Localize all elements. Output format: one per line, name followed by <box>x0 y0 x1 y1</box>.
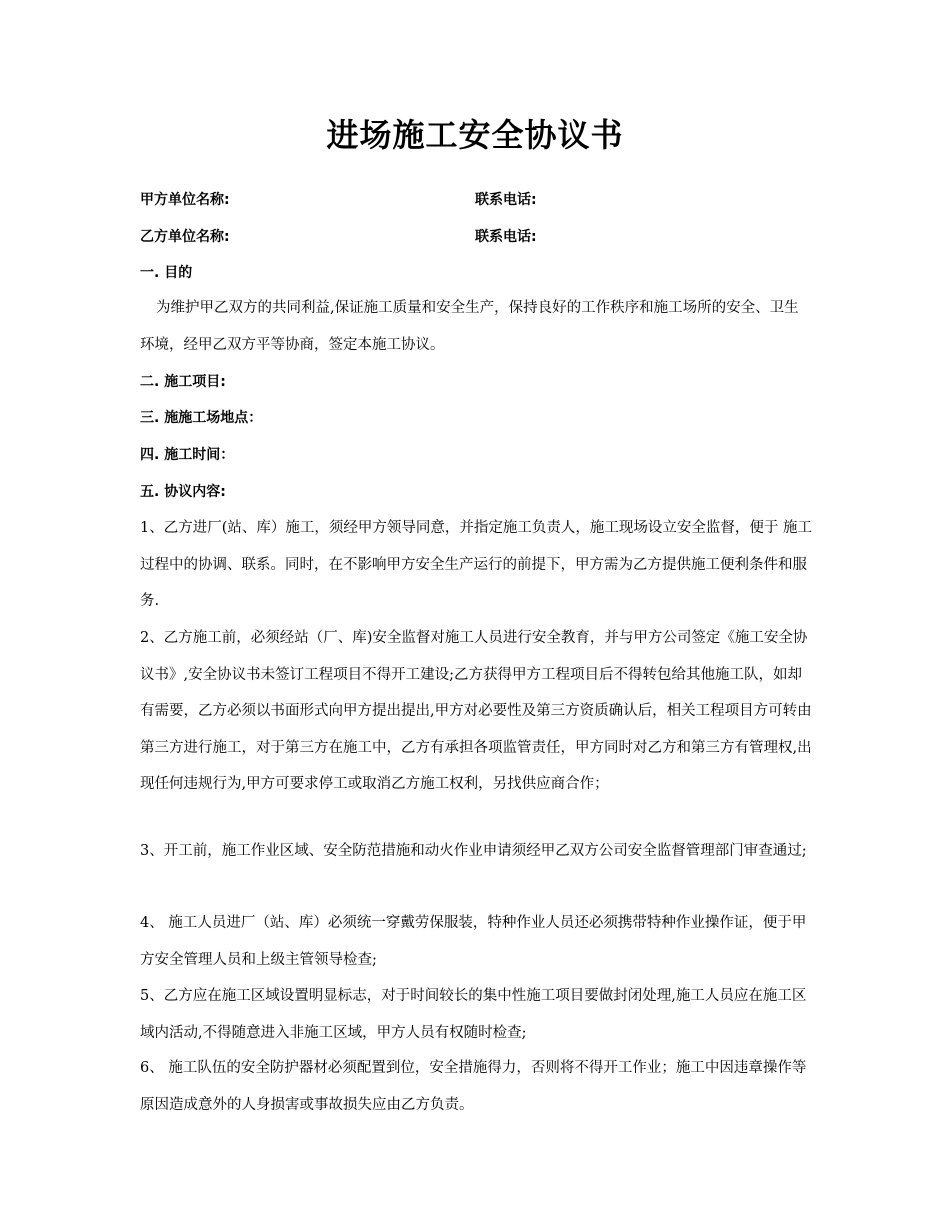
section-purpose-heading: 一. 目的 <box>140 265 193 281</box>
party-a-phone-label: 联系电话: <box>475 192 537 208</box>
party-a-name-label: 甲方单位名称: <box>140 192 230 208</box>
clause-4: 4、 施工人员进厂（站、库）必须统一穿戴劳保服装，特种作业人员还必须携带特种作业操作证，便于甲方安全管理人员和上级主管领导检查; <box>140 915 807 968</box>
section-content-heading: 五. 协议内容: <box>140 484 226 500</box>
purpose-text: 为维护甲乙双方的共同利益,保证施工质量和安全生产，保持良好的工作秩序和施工场所的安全、卫生环境，经甲乙双方平等协商，签定本施工协议。 <box>140 300 799 353</box>
section-time-heading: 四. 施工时间： <box>140 447 235 463</box>
section-project-heading: 二. 施工项目: <box>140 374 226 390</box>
party-b-name-label: 乙方单位名称: <box>140 229 230 245</box>
party-b-phone-label: 联系电话: <box>475 229 537 245</box>
section-purpose-body <box>140 290 812 363</box>
clause-2: 2、乙方施工前，必须经站（厂、库)安全监督对施工人员进行安全教育，并与甲方公司签定《施工安全协议书》,安全协议书未签订工程项目不得开工建设;乙方获得甲方工程项目后不得转包给其他施工队，如却有需要，乙方必须以书面形式向甲方提出提出,甲方对必要性及第三方资质确认后，相关工程项目方可转由第三方进行施工，对于第三方在施工中，乙方有承担各项监管责任，甲方同时对乙方和第三方有管理权,出现任何违规行为,甲方可要求停工或取消乙方施工权利，另找供应商合作； <box>140 630 812 792</box>
clause-5: 5、乙方应在施工区域设置明显标志，对于时间较长的集中性施工项目要做封闭处理,施工人员应在施工区域内活动,不得随意进入非施工区域，甲方人员有权随时检查; <box>140 988 807 1041</box>
section-site-heading: 三. 施施工场地点： <box>140 410 263 426</box>
clause-1: 1、乙方进厂(站、库）施工，须经甲方领导同意，并指定施工负责人，施工现场设立安全监督，便于 施工过程中的协调、联系。同时，在不影响甲方安全生产运行的前提下，甲方需为乙方提供施工便利条件和服务. <box>140 520 812 609</box>
clause-3: 3、开工前，施工作业区域、安全防范措施和动火作业申请须经甲乙双方公司安全监督管理部门审查通过; <box>140 843 807 859</box>
document-title: 进场施工安全协议书 <box>326 116 624 154</box>
clause-6: 6、 施工队伍的安全防护器材必须配置到位，安全措施得力，否则将不得开工作业；施工中因违章操作等原因造成意外的人身损害或事故损失应由乙方负责。 <box>140 1060 807 1113</box>
